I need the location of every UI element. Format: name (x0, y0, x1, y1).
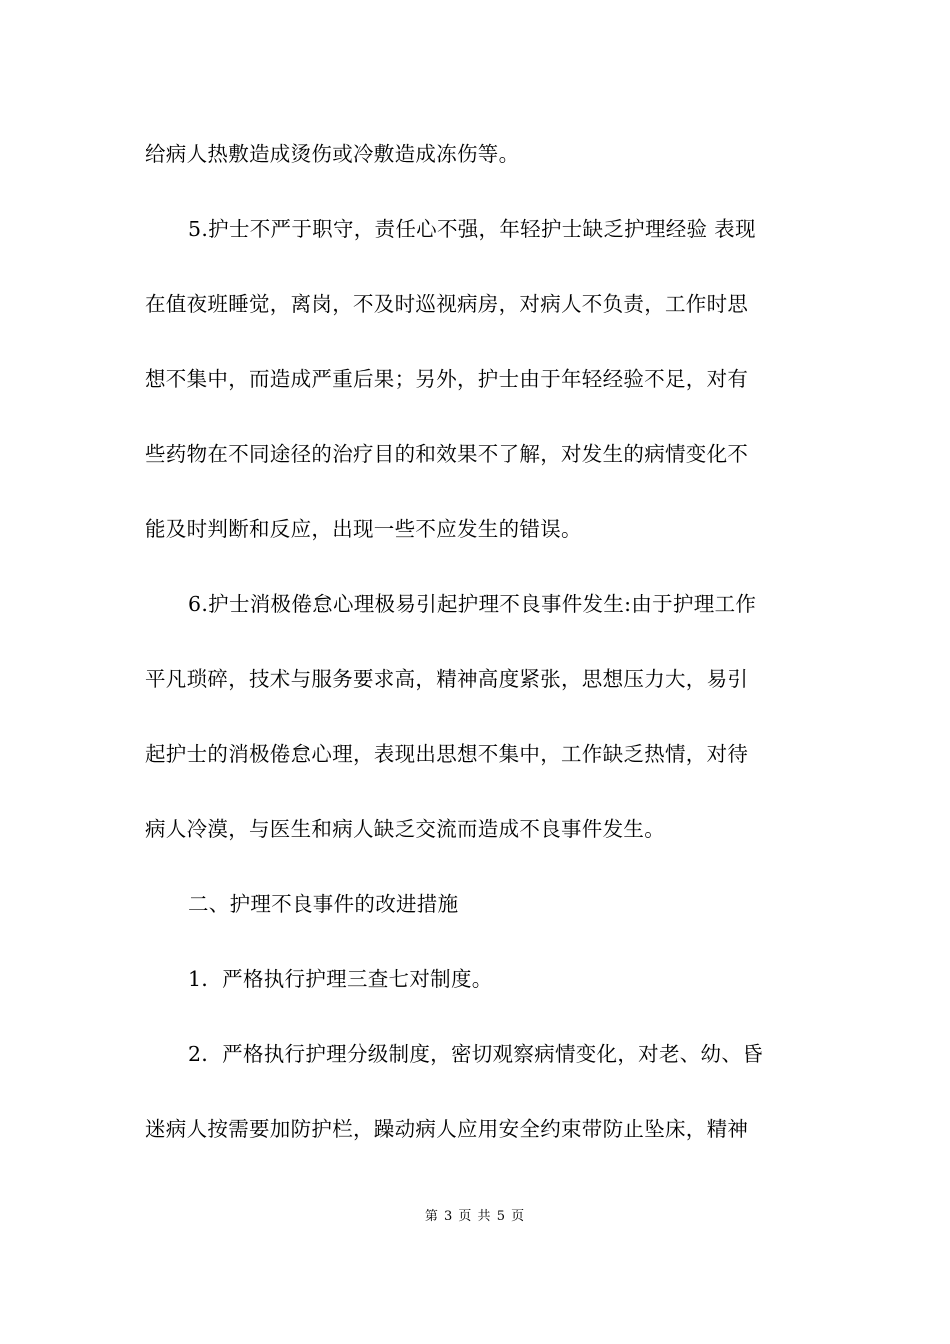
paragraph-line: 给病人热敷造成烫伤或冷敷造成冻伤等。 (145, 142, 520, 166)
paragraph-line: 2．严格执行护理分级制度，密切观察病情变化，对老、幼、昏 (188, 1042, 763, 1066)
paragraph-line: 迷病人按需要加防护栏，躁动病人应用安全约束带防止坠床，精神 (145, 1117, 749, 1141)
paragraph-line: 6.护士消极倦怠心理极易引起护理不良事件发生:由于护理工作 (188, 592, 757, 616)
paragraph-line: 些药物在不同途径的治疗目的和效果不了解，对发生的病情变化不 (145, 442, 749, 466)
paragraph-line: 5.护士不严于职守，责任心不强，年轻护士缺乏护理经验 表现 (188, 217, 756, 241)
paragraph-line: 1．严格执行护理三查七对制度。 (188, 967, 493, 991)
paragraph-line: 病人冷漠，与医生和病人缺乏交流而造成不良事件发生。 (145, 817, 665, 841)
paragraph-line: 能及时判断和反应，出现一些不应发生的错误。 (145, 517, 582, 541)
paragraph-line: 平凡琐碎，技术与服务要求高，精神高度紧张，思想压力大，易引 (145, 667, 749, 691)
page-number-footer: 第 3 页 共 5 页 (424, 1209, 526, 1224)
paragraph-line: 起护士的消极倦怠心理，表现出思想不集中，工作缺乏热情，对待 (145, 742, 749, 766)
section-heading: 二、护理不良事件的改进措施 (188, 892, 459, 916)
paragraph-line: 在值夜班睡觉，离岗，不及时巡视病房，对病人不负责，工作时思 (145, 292, 749, 316)
paragraph-line: 想不集中，而造成严重后果；另外，护士由于年轻经验不足，对有 (145, 367, 749, 391)
